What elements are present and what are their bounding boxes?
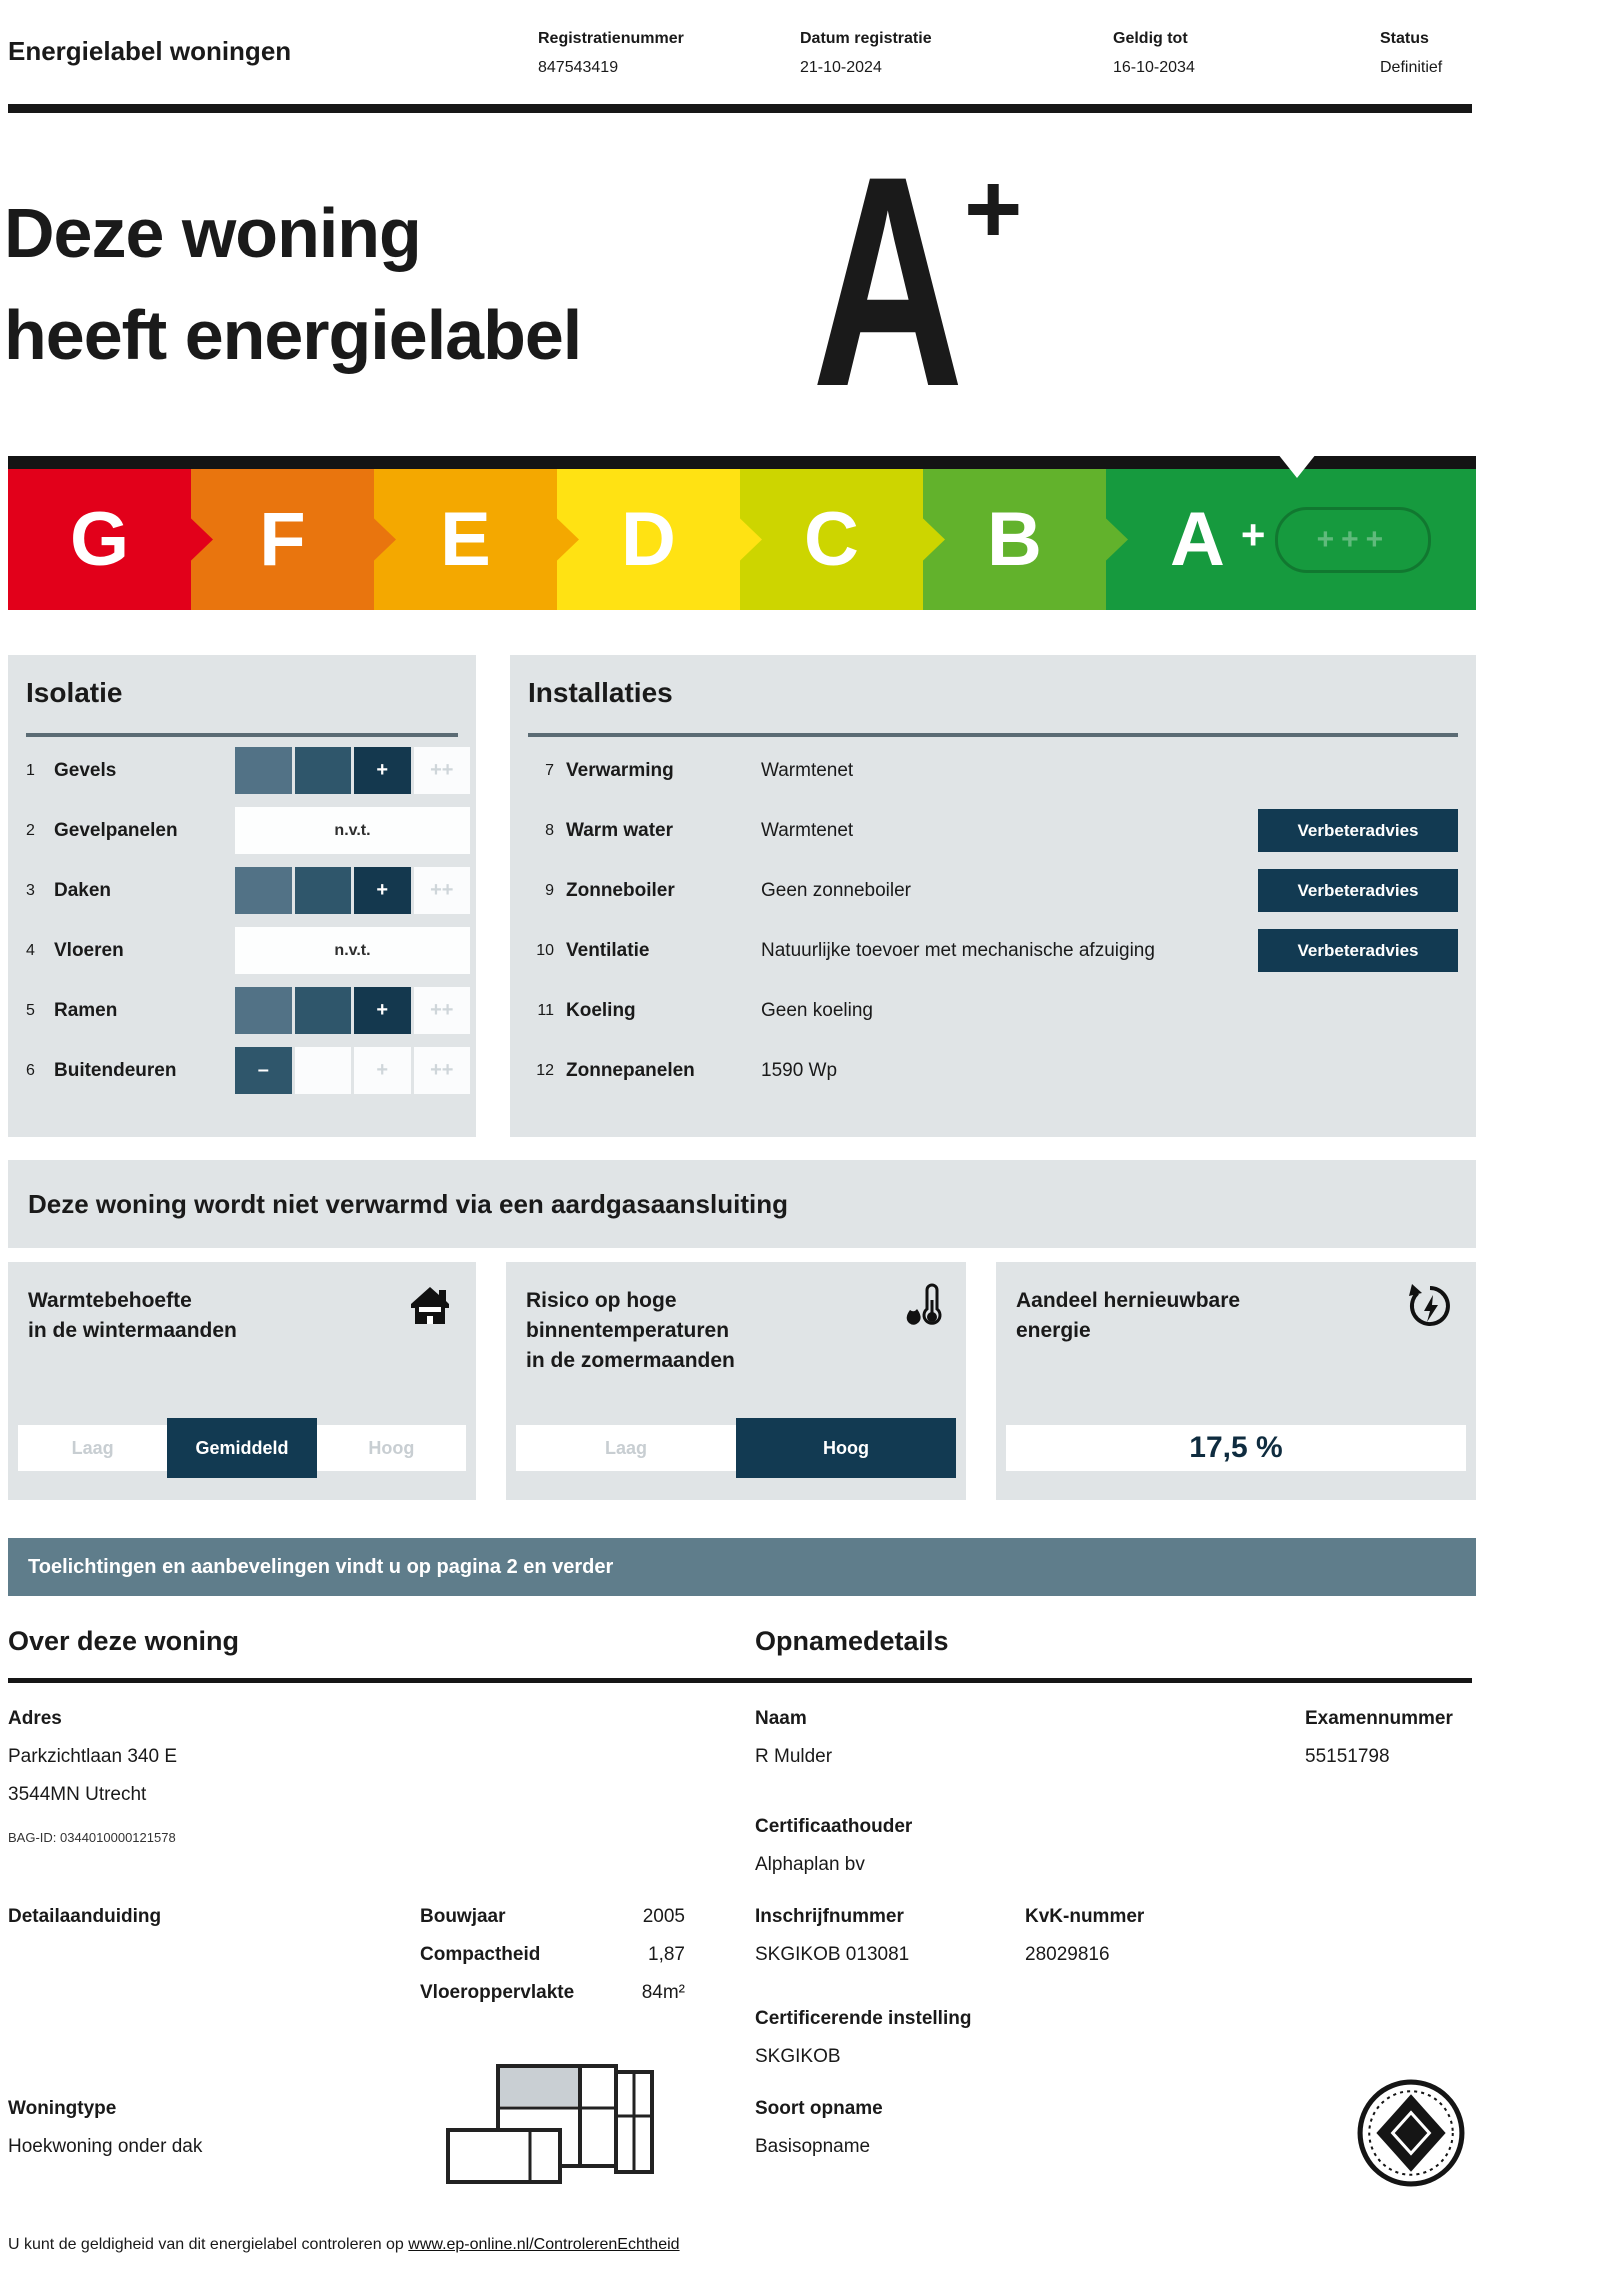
metric-title-line: Warmtebehoefte [28,1289,192,1312]
rating-segment [414,987,471,1034]
house-icon [406,1282,454,1330]
section-heading-over-deze-woning: Over deze woning [8,1626,240,1656]
certification-seal-icon [1356,2078,1466,2188]
naam-value: R Mulder [755,1746,833,1767]
installaties-row-warm-water [528,807,1458,854]
verbeteradvies-button[interactable]: Verbeteradvies [1258,809,1458,852]
installaties-row-zonneboiler [528,867,1458,914]
renewable-share-value: 17,5 % [1006,1425,1466,1471]
rating-segment [354,747,411,794]
energy-label-big [812,113,1112,449]
insulation-rating-bar [235,987,470,1034]
scale-letter: C [804,497,859,582]
section-heading: Isolatie [26,677,123,708]
gas-notice-bar [8,1160,1476,1248]
renewable-energy-icon [1406,1282,1454,1330]
field-value: 21-10-2024 [800,59,882,76]
adres-city: 3544MN Utrecht [8,1784,147,1805]
energy-label-plus: + [964,153,1023,265]
rating-segment [354,867,411,914]
examennummer-value: 55151798 [1305,1746,1390,1767]
option-hoog: Hoog [317,1425,466,1471]
soort-opname-label: Soort opname [755,2098,883,2119]
rating-segment [295,747,352,794]
scale-letter: D [621,497,676,582]
rating-glyph: ++ [430,759,454,781]
row-label: Buitendeuren [54,1059,177,1081]
scale-segment-f [191,469,374,610]
detailaanduiding-label: Detailaanduiding [8,1906,162,1927]
row-value: Warmtenet [761,819,854,841]
rating-glyph: ++ [430,879,454,901]
rating-glyph: + [376,759,389,781]
thermometer-icon [896,1282,944,1330]
header-divider [8,104,1472,113]
energy-label-letter: A [812,113,964,449]
bouwjaar-label: Bouwjaar [420,1906,506,1927]
header-field-geldig-tot [1113,30,1195,77]
zomer-risico-box [506,1262,966,1500]
rating-segment [295,867,352,914]
soort-opname-value: Basisopname [755,2136,871,2157]
metric-title-line: binnentemperaturen [526,1319,730,1342]
scale-segment-a [1106,469,1476,610]
header-field-datum-registratie [800,30,932,77]
scale-a-extra-pluses-pill: +++ [1275,507,1431,573]
isolatie-panel [8,655,476,1137]
details-divider [8,1678,1472,1683]
rating-glyph: + [376,999,389,1021]
certificerende-instelling-value: SKGIKOB [755,2046,841,2067]
naam-label: Naam [755,1708,807,1729]
rating-segment [414,747,471,794]
row-label: Koeling [566,999,636,1021]
row-value: Natuurlijke toevoer met mechanische afzuiging [761,939,1155,961]
field-label: Registratienummer [538,30,684,47]
isolatie-row-vloeren [26,927,458,974]
warmtebehoefte-options [18,1425,466,1471]
page-title-line1: Deze woning [4,194,421,272]
isolatie-row-gevelpanelen [26,807,458,854]
installaties-panel [510,655,1476,1137]
adres-label: Adres [8,1708,62,1729]
hernieuwbare-energie-box [996,1262,1476,1500]
field-label: Datum registratie [800,30,932,47]
row-label: Ramen [54,999,118,1021]
rating-glyph: + [376,1059,389,1081]
compactheid-value: 1,87 [648,1944,685,1965]
row-number: 3 [26,881,35,899]
page-title-line2: heeft energielabel [4,296,582,374]
row-number: 9 [545,881,554,899]
row-label: Ventilatie [566,939,650,961]
inschrijfnummer-label: Inschrijfnummer [755,1906,904,1927]
metric-title-line: Risico op hoge [526,1289,677,1312]
verbeteradvies-button[interactable]: Verbeteradvies [1258,929,1458,972]
row-value: 1590 Wp [761,1059,838,1081]
isolatie-row-ramen [26,987,458,1034]
field-value: Definitief [1380,59,1443,76]
examennummer-label: Examennummer [1305,1708,1453,1729]
row-value: Geen zonneboiler [761,879,911,901]
scale-letter: E [440,497,491,582]
rating-segment [235,867,292,914]
field-value: 16-10-2034 [1113,59,1195,76]
row-number: 12 [536,1061,554,1079]
installaties-row-verwarming [528,747,1458,794]
option-hoog-selected: Hoog [736,1418,956,1478]
header-field-status [1380,30,1442,77]
scale-segment-g [8,469,191,610]
row-label: Daken [54,879,112,901]
row-label: Vloeren [54,939,124,961]
isolatie-row-buitendeuren [26,1047,458,1094]
metric-title-line: in de wintermaanden [28,1319,237,1342]
page-title [4,182,581,386]
scale-top-strip [8,456,1476,469]
installaties-row-koeling [528,987,1458,1034]
rating-segment [295,987,352,1034]
zomer-risico-options [516,1425,956,1471]
metric-title-line: energie [1016,1319,1091,1342]
rating-glyph: – [257,1059,269,1081]
scale-letter: B [987,497,1042,582]
field-value: 847543419 [538,59,619,76]
scale-segment-b [923,469,1106,610]
gas-notice-text: Deze woning wordt niet verwarmd via een aardgasaansluiting [28,1188,788,1219]
kvk-nummer-value: 28029816 [1025,1944,1110,1965]
scale-letter: F [259,497,306,582]
certificaathouder-label: Certificaathouder [755,1816,913,1837]
vloeroppervlakte-value: 84m² [641,1982,685,2003]
scale-a-plus: + [1240,510,1266,558]
footer-text: U kunt de geldigheid van dit energielabel controleren op [8,2236,404,2253]
not-applicable-bar: n.v.t. [235,807,470,854]
scale-segment-c [740,469,923,610]
isolatie-row-daken [26,867,458,914]
row-label: Verwarming [566,759,674,781]
row-number: 5 [26,1001,35,1019]
page-reference-text: Toelichtingen en aanbevelingen vindt u op pagina 2 en verder [28,1555,614,1578]
woningtype-label: Woningtype [8,2098,117,2119]
rating-glyph: ++ [430,1059,454,1081]
bag-id: BAG-ID: 0344010000121578 [8,1830,176,1845]
warmtebehoefte-box [8,1262,476,1500]
field-label: Status [1380,30,1429,47]
document-title: Energielabel woningen [8,36,292,66]
metric-title [28,1286,237,1346]
installaties-row-ventilatie [528,927,1458,974]
insulation-rating-bar [235,1047,470,1094]
hernieuwbare-energie-value-strip [1006,1425,1466,1471]
row-number: 2 [26,821,35,839]
rating-segment [235,1047,292,1094]
compactheid-label: Compactheid [420,1944,541,1965]
not-applicable-bar: n.v.t. [235,927,470,974]
section-heading: Installaties [528,677,673,708]
row-label: Gevelpanelen [54,819,178,841]
certificaathouder-value: Alphaplan bv [755,1854,865,1875]
metric-title-line: Aandeel hernieuwbare [1016,1289,1241,1312]
row-label: Warm water [566,819,673,841]
certificerende-instelling-label: Certificerende instelling [755,2008,972,2029]
rating-segment [354,1047,411,1094]
current-label-pointer-icon [1270,444,1324,478]
adres-street: Parkzichtlaan 340 E [8,1746,177,1767]
energy-scale [8,456,1476,610]
row-number: 11 [537,1001,554,1019]
rating-glyph: + [376,879,389,901]
row-number: 7 [545,761,554,779]
footer-validity-note [8,2236,680,2254]
header-field-registratienummer [538,30,684,77]
isolatie-row-gevels [26,747,458,794]
row-number: 4 [26,941,35,959]
scale-segment-e [374,469,557,610]
page-reference-bar [8,1538,1476,1596]
row-label: Gevels [54,759,117,781]
metric-title-line: in de zomermaanden [526,1349,735,1372]
metric-title [1016,1286,1240,1346]
option-laag: Laag [516,1425,736,1471]
section-heading-opnamedetails: Opnamedetails [755,1626,949,1656]
row-label: Zonnepanelen [566,1059,695,1081]
option-gemiddeld-selected: Gemiddeld [167,1418,316,1478]
scale-letter: A [1170,497,1225,582]
row-label: Zonneboiler [566,879,675,901]
row-number: 8 [545,821,554,839]
option-laag: Laag [18,1425,167,1471]
insulation-rating-bar [235,747,470,794]
installaties-row-zonnepanelen [528,1047,1458,1094]
row-number: 10 [536,941,554,959]
vloeroppervlakte-label: Vloeroppervlakte [420,1982,575,2003]
verbeteradvies-button[interactable]: Verbeteradvies [1258,869,1458,912]
row-value: Geen koeling [761,999,873,1021]
rating-segment [414,1047,471,1094]
rating-segment [295,1047,352,1094]
rating-segment [414,867,471,914]
rating-glyph: ++ [430,999,454,1021]
metric-title [526,1286,735,1376]
inschrijfnummer-value: SKGIKOB 013081 [755,1944,910,1965]
ep-online-link[interactable]: www.ep-online.nl/ControlerenEchtheid [408,2236,680,2253]
rating-segment [235,987,292,1034]
row-value: Warmtenet [761,759,854,781]
row-number: 6 [26,1061,35,1079]
row-number: 1 [26,761,35,779]
woningtype-value: Hoekwoning onder dak [8,2136,203,2157]
insulation-rating-bar [235,867,470,914]
rating-segment [354,987,411,1034]
kvk-nummer-label: KvK-nummer [1025,1906,1145,1927]
scale-segments [8,469,1476,610]
scale-letter: G [69,497,130,582]
woningtype-diagram [440,2058,675,2198]
scale-segment-d [557,469,740,610]
field-label: Geldig tot [1113,30,1188,47]
bouwjaar-value: 2005 [642,1906,685,1927]
section-divider [26,733,458,737]
rating-segment [235,747,292,794]
section-divider [528,733,1458,737]
